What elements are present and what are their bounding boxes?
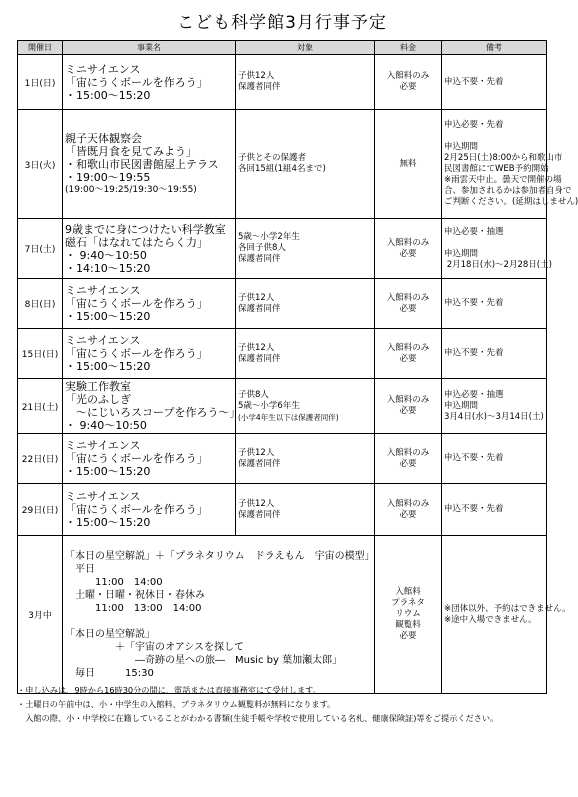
header-event: 事業名 (63, 41, 236, 55)
row-fee: 入館料のみ 必要 (375, 329, 442, 379)
row-date: 8日(日) (18, 279, 63, 329)
row-date: 22日(日) (18, 434, 63, 484)
header-date: 開催日 (18, 41, 63, 55)
row-target: 子供12人 保護者同伴 (236, 279, 375, 329)
row-remarks: 申込必要・先着 申込期間 2月25日(土)8:00から和歌山市 民図書館にてWEB予約開始 ※雨雲天中止。曇天で開催の場 合、参加されるかは参加者自身で ご判断ください。(延期はしません) (442, 110, 547, 219)
row-date: 15日(日) (18, 329, 63, 379)
row-date: 3月中 (18, 536, 63, 694)
footnotes (17, 683, 546, 725)
header-remarks: 備考 (442, 41, 547, 55)
table-row (18, 484, 547, 536)
header-fee: 料金 (375, 41, 442, 55)
row-event: 「本日の星空解説」＋「プラネタリウム ドラえもん 宇宙の模型」 平日 11:00 14:00 土曜・日曜・祝休日・春休み 11:00 13:00 14:00 「本日の星空解説」 ＋「宇宙のオアシスを探して ―奇跡の星への旅― Music by 葉加瀬太郎」 毎日 15:30 (63, 536, 375, 694)
row-fee: 入館料のみ 必要 (375, 434, 442, 484)
row-fee: 入館料のみ 必要 (375, 219, 442, 279)
row-event: ミニサイエンス 「宙にうくボールを作ろう」 ・15:00～15:20 (63, 279, 236, 329)
row-fee: 入館料のみ 必要 (375, 379, 442, 434)
row-remarks: 申込必要・抽選 申込期間 2月18日(水)～2月28日(土) (442, 219, 547, 279)
table-header-row (18, 41, 547, 55)
table-row (18, 329, 547, 379)
page-title: こども科学館3月行事予定 (177, 13, 387, 33)
table-row (18, 110, 547, 219)
row-date: 21日(土) (18, 379, 63, 434)
row-target: 子供12人 保護者同伴 (236, 329, 375, 379)
header-target: 対象 (236, 41, 375, 55)
row-target: 5歳～小学2年生 各回子供8人 保護者同伴 (236, 219, 375, 279)
row-event: 実験工作教室 「光のふしぎ ～にじいろスコープを作ろう～」 ・ 9:40～10:50 (63, 379, 236, 434)
row-remarks: ※団体以外、予約はできません。 ※途中入場できません。 (442, 536, 547, 694)
row-fee: 入館料のみ 必要 (375, 279, 442, 329)
row-target: 子供12人 保護者同伴 (236, 484, 375, 536)
note-item: ・土曜日の午前中は、小・中学生の入館料、プラネタリウム観覧料が無料になります。 (17, 699, 336, 709)
row-event: ミニサイエンス 「宙にうくボールを作ろう」 ・15:00～15:20 (63, 55, 236, 110)
row-remarks: 申込不要・先着 (442, 434, 547, 484)
row-event: 9歳までに身につけたい科学教室 磁石「はなれてはたらく力」 ・ 9:40～10:50 ・14:10～15:20 (63, 219, 236, 279)
row-remarks: 申込不要・先着 (442, 279, 547, 329)
table-row (18, 536, 547, 694)
row-target: 子供とその保護者 各回15組(1組4名まで) (236, 110, 375, 219)
row-fee: 入館料のみ 必要 (375, 484, 442, 536)
row-date: 7日(土) (18, 219, 63, 279)
note-item: ・申し込みは、9時から16時30分の間に、電話または直接事務室にて受付します。 (17, 685, 321, 695)
table-row (18, 279, 547, 329)
row-target: 子供12人 保護者同伴 (236, 55, 375, 110)
table-row (18, 434, 547, 484)
schedule-table (17, 40, 578, 694)
row-date: 3日(火) (18, 110, 63, 219)
table-row (18, 55, 547, 110)
row-date: 1日(日) (18, 55, 63, 110)
row-remarks: 申込不要・先着 (442, 55, 547, 110)
row-date: 29日(日) (18, 484, 63, 536)
row-event: 親子天体観察会 「皆既月食を見てみよう」 ・和歌山市民図書館屋上テラス ・19:00～19:55 (19:00～19:25/19:30～19:55) (63, 110, 236, 219)
row-target: 子供12人 保護者同伴 (236, 434, 375, 484)
table-row (18, 379, 547, 434)
row-event: ミニサイエンス 「宙にうくボールを作ろう」 ・15:00～15:20 (63, 329, 236, 379)
table-row (18, 219, 547, 279)
note-item: 入館の際、小・中学校に在籍していることがわかる書類(生徒手帳や学校で使用している名札、健康保険証)等をご提示ください。 (17, 713, 499, 723)
row-target: 子供8人 5歳～小学6年生 (小学4年生以下は保護者同伴) (236, 379, 375, 434)
row-fee: 入館料 プラネタ リウム 観覧料 必要 (375, 536, 442, 694)
row-event: ミニサイエンス 「宙にうくボールを作ろう」 ・15:00～15:20 (63, 484, 236, 536)
row-remarks: 申込不要・先着 (442, 329, 547, 379)
row-fee: 無料 (375, 110, 442, 219)
row-fee: 入館料のみ 必要 (375, 55, 442, 110)
row-remarks: 申込不要・先着 (442, 484, 547, 536)
row-event: ミニサイエンス 「宙にうくボールを作ろう」 ・15:00～15:20 (63, 434, 236, 484)
row-remarks: 申込必要・抽選 申込期間 3月4日(水)～3月14日(土) (442, 379, 547, 434)
